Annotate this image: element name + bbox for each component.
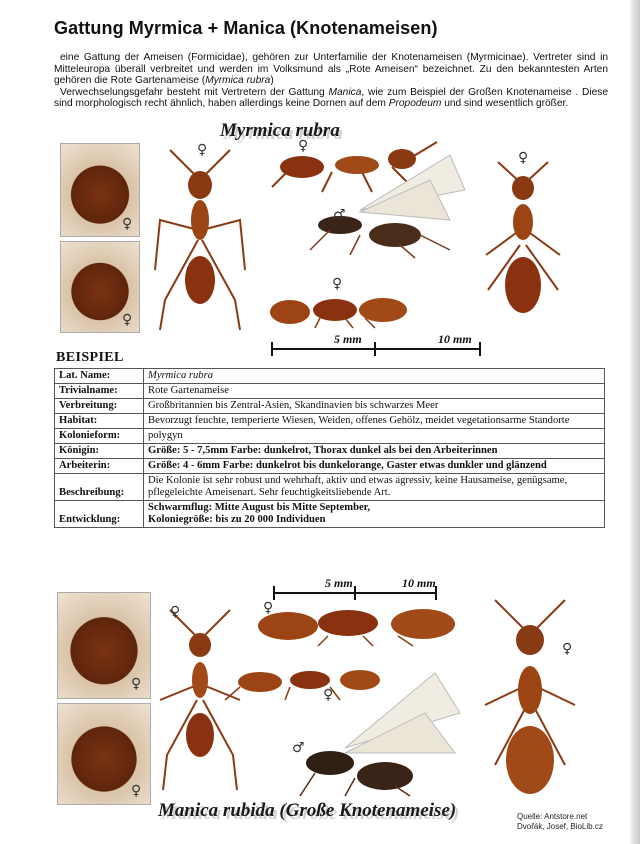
table-row: Habitat: Bevorzugt feuchte, temperierte Wiesen, Weiden, offenes Gehölz, meidet vegetationsarme Standorte [55, 414, 605, 429]
intro-text [54, 52, 608, 110]
female-symbol: ♀ [122, 216, 133, 232]
species-caption-myrmica-rubra: Myrmica rubra [220, 120, 340, 141]
ant-queen-dorsal [478, 160, 568, 320]
ant-queen-dorsal-lower [475, 595, 585, 805]
image-source-credit: Quelle: Antstore.net Dvořák, Josef, BioLib.cz [517, 812, 603, 831]
female-symbol: ♀ [518, 150, 529, 166]
female-symbol: ♀ [323, 687, 334, 703]
scale-label-10mm: 10 mm [438, 332, 472, 346]
female-symbol: ♀ [197, 142, 208, 158]
table-row: Entwicklung: Schwarmflug: Mitte August bis Mitte September, Koloniegröße: bis zu 20 000 Individuen [55, 501, 605, 528]
male-symbol: ♂ [292, 740, 305, 756]
ant-male-winged-lower [285, 668, 465, 798]
female-symbol: ♀ [131, 783, 142, 799]
table-row: Beschreibung: Die Kolonie ist sehr robust und wehrhaft, aktiv und etwas agressiv, keine Hausameise, genügsame, pflegeleichte Ameisenart. Sehr feuchtigkeitsliebende Art. [55, 474, 605, 501]
page-title: Gattung Myrmica + Manica (Knotenameisen) [54, 18, 438, 38]
scale-label-5mm: 5 mm [334, 332, 362, 346]
female-symbol: ♀ [122, 312, 133, 328]
female-symbol: ♀ [562, 641, 573, 657]
ant-queen-lateral-lower [248, 598, 468, 648]
species-caption-manica-rubida: Manica rubida (Große Knotenameise) [158, 800, 457, 821]
table-row: Lat. Name: Myrmica rubra [55, 369, 605, 384]
ant-worker-dorsal [150, 140, 250, 336]
page-edge-shadow [630, 0, 640, 844]
female-symbol: ♀ [131, 676, 142, 692]
female-symbol: ♀ [332, 276, 343, 292]
intro-paragraph-2: Verwechselungsgefahr besteht mit Vertretern der Gattung Manica, wie zum Beispiel der Großen Knotenameise . Diese sind morphologisch recht ähnlich, haben allerdings keine Dornen auf dem Propodeum und sind wesentlich größer. [54, 86, 609, 110]
ant-male-winged [300, 150, 470, 260]
table-row: Königin: Größe: 5 - 7,5mm Farbe: dunkelrot, Thorax dunkel als bei den Arbeiterinnen [55, 444, 605, 459]
female-symbol: ♀ [170, 604, 181, 620]
table-row: Trivialname: Rote Gartenameise [55, 384, 605, 399]
ant-queen-lateral [265, 290, 415, 330]
table-row: Arbeiterin: Größe: 4 - 6mm Farbe: dunkelrot bis dunkelorange, Gaster etwas dunkler und glänzend [55, 459, 605, 474]
table-row: Verbreitung: Großbritannien bis Zentral-Asien, Skandinavien bis schwarzes Meer [55, 399, 605, 414]
section-heading-beispiel: BEISPIEL [56, 350, 124, 365]
table-row: Kolonieform: polygyn [55, 429, 605, 444]
intro-paragraph-1: eine Gattung der Ameisen (Formicidae), gehören zur Unterfamilie der Knotenameisen (Myrmicinae). Vertreter sind in Mitteleuropa überall verbreitet und werden im Volksmund als „Rote Ameisen“ bezeichnet. Zu den bekanntesten Arten gehören die Rote Gartenameise (Myrmica rubra) [54, 52, 608, 87]
scale-label-10mm-lower: 10 mm [402, 576, 436, 590]
scale-label-5mm-lower: 5 mm [325, 576, 353, 590]
female-symbol: ♀ [263, 600, 274, 616]
species-info-table [54, 368, 605, 528]
scale-bar-top [271, 342, 481, 356]
male-symbol: ♂ [333, 207, 346, 223]
female-symbol: ♀ [298, 138, 309, 154]
